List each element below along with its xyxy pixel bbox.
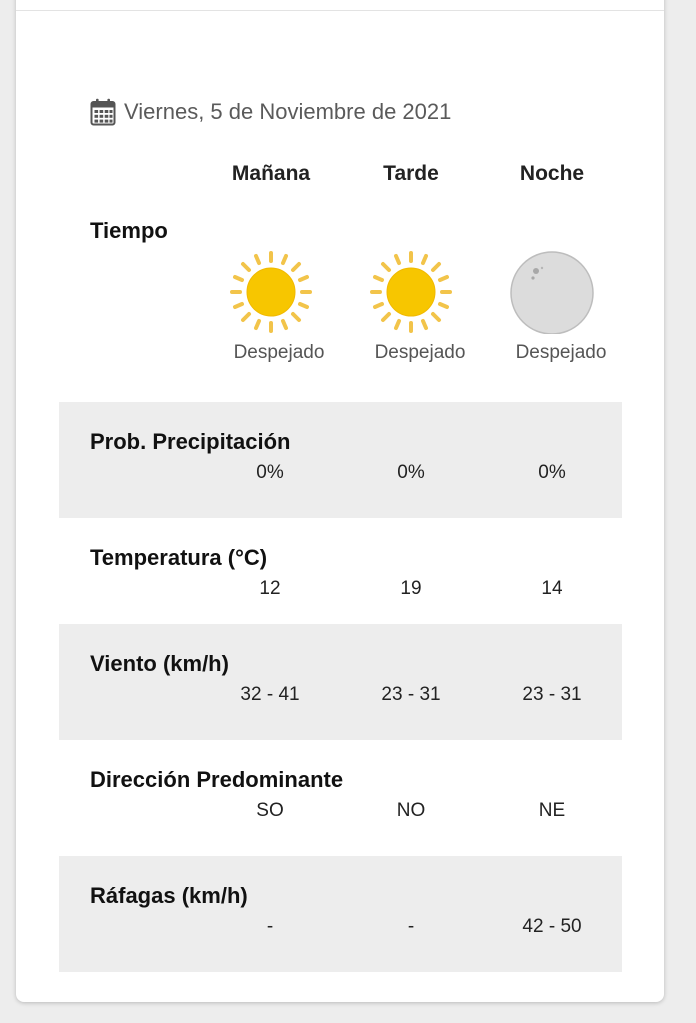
temperature-afternoon: 19 (400, 578, 422, 599)
calendar-icon (90, 98, 116, 126)
sky-night: Despejado (515, 342, 607, 363)
card-divider (16, 10, 664, 11)
period-headers (16, 162, 664, 194)
weather-icon-afternoon (341, 250, 481, 330)
wind-row-bg (59, 624, 622, 740)
precipitation-night: 0% (538, 462, 566, 483)
direction-label: Dirección Predominante (90, 767, 344, 792)
precipitation-morning: 0% (256, 462, 284, 483)
wind-label: Viento (km/h) (90, 651, 229, 676)
gusts-morning: - (266, 916, 274, 937)
period-afternoon: Tarde (383, 162, 439, 185)
sun-icon (369, 250, 453, 334)
weather-icons (16, 250, 664, 330)
gusts-afternoon: - (407, 916, 415, 937)
weather-title: Tiempo (90, 218, 168, 243)
precipitation-label: Prob. Precipitación (90, 429, 291, 454)
moon-icon (510, 250, 594, 334)
wind-night: 23 - 31 (522, 684, 582, 705)
wind-morning: 32 - 41 (240, 684, 300, 705)
temperature-morning: 12 (259, 578, 281, 599)
sky-labels (16, 342, 664, 368)
precipitation-afternoon: 0% (397, 462, 425, 483)
forecast-date (90, 98, 451, 126)
date-text: Viernes, 5 de Noviembre de 2021 (124, 99, 452, 124)
gusts-night: 42 - 50 (522, 916, 582, 937)
temperature-label: Temperatura (°C) (90, 545, 268, 570)
period-night: Noche (519, 162, 585, 185)
gusts-label: Ráfagas (km/h) (90, 883, 248, 908)
period-morning: Mañana (231, 162, 311, 185)
wind-afternoon: 23 - 31 (381, 684, 441, 705)
sky-afternoon: Despejado (374, 342, 466, 363)
direction-morning: SO (256, 800, 284, 821)
sun-icon (229, 250, 313, 334)
sky-morning: Despejado (233, 342, 325, 363)
direction-afternoon: NO (396, 800, 426, 821)
weather-icon-morning (201, 250, 341, 330)
weather-icon-night (482, 250, 622, 330)
precipitation-row-bg (59, 402, 622, 518)
forecast-card (16, 0, 664, 1002)
gusts-row-bg (59, 856, 622, 972)
temperature-night: 14 (541, 578, 563, 599)
direction-night: NE (538, 800, 566, 821)
